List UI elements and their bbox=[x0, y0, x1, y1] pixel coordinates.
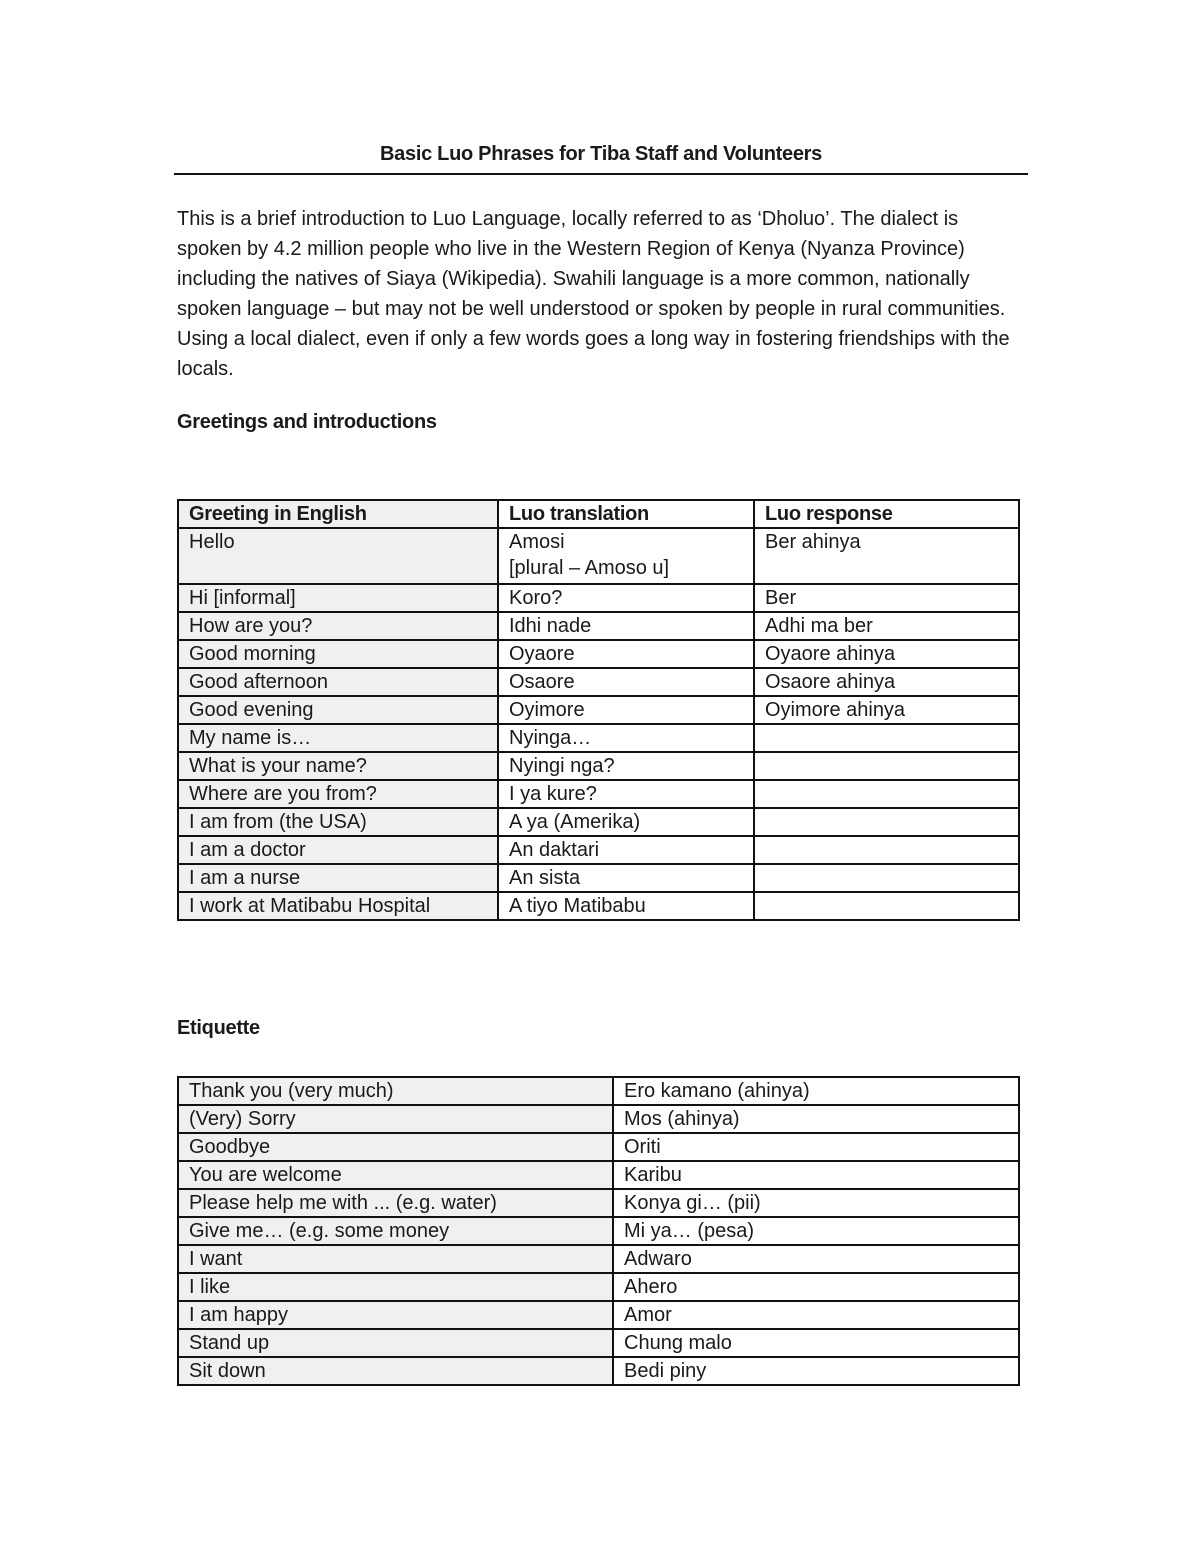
greeting-english-cell: I am from (the USA) bbox=[178, 808, 498, 836]
luo-response-cell bbox=[754, 808, 1019, 836]
luo-translation-text: Amosi bbox=[509, 531, 565, 553]
greeting-english-cell: How are you? bbox=[178, 612, 498, 640]
greeting-english-cell: Hello bbox=[178, 528, 498, 584]
greeting-english-cell: My name is… bbox=[178, 724, 498, 752]
etiquette-luo-cell: Konya gi… (pii) bbox=[613, 1189, 1019, 1217]
etiquette-luo-cell: Mos (ahinya) bbox=[613, 1105, 1019, 1133]
luo-response-cell bbox=[754, 836, 1019, 864]
luo-translation-cell bbox=[498, 640, 754, 668]
etiquette-english-cell: You are welcome bbox=[178, 1161, 613, 1189]
greeting-english-cell: Hi [informal] bbox=[178, 584, 498, 612]
etiquette-english-cell: (Very) Sorry bbox=[178, 1105, 613, 1133]
etiquette-english-cell: Give me… (e.g. some money bbox=[178, 1217, 613, 1245]
luo-response-cell bbox=[754, 780, 1019, 808]
luo-response-cell: Osaore ahinya bbox=[754, 668, 1019, 696]
table-row bbox=[178, 612, 1019, 640]
table-row bbox=[178, 1301, 1019, 1329]
table-row bbox=[178, 724, 1019, 752]
etiquette-luo-cell: Ero kamano (ahinya) bbox=[613, 1077, 1019, 1105]
table-row bbox=[178, 1357, 1019, 1385]
luo-response-cell bbox=[754, 752, 1019, 780]
table-row bbox=[178, 1217, 1019, 1245]
table-row bbox=[178, 780, 1019, 808]
etiquette-luo-cell: Ahero bbox=[613, 1273, 1019, 1301]
greeting-english-cell: What is your name? bbox=[178, 752, 498, 780]
luo-translation-text: A ya (Amerika) bbox=[509, 811, 641, 833]
greeting-english-cell: I am a nurse bbox=[178, 864, 498, 892]
etiquette-english-cell: I like bbox=[178, 1273, 613, 1301]
table-row bbox=[178, 1161, 1019, 1189]
luo-translation-cell bbox=[498, 724, 754, 752]
luo-translation-cell bbox=[498, 836, 754, 864]
table-row bbox=[178, 1077, 1019, 1105]
table-row bbox=[178, 808, 1019, 836]
luo-response-cell: Ber bbox=[754, 584, 1019, 612]
luo-translation-cell bbox=[498, 668, 754, 696]
luo-translation-cell bbox=[498, 584, 754, 612]
etiquette-english-cell: Stand up bbox=[178, 1329, 613, 1357]
etiquette-english-cell: Sit down bbox=[178, 1357, 613, 1385]
etiquette-heading: Etiquette bbox=[177, 1017, 260, 1039]
table-row bbox=[178, 1273, 1019, 1301]
title-divider bbox=[174, 173, 1028, 175]
luo-translation-text: A tiyo Matibabu bbox=[509, 895, 646, 917]
luo-response-cell: Adhi ma ber bbox=[754, 612, 1019, 640]
luo-response-cell bbox=[754, 864, 1019, 892]
table-row bbox=[178, 668, 1019, 696]
luo-translation-note: [plural – Amoso u] bbox=[509, 557, 670, 579]
luo-translation-cell bbox=[498, 780, 754, 808]
etiquette-luo-cell: Oriti bbox=[613, 1133, 1019, 1161]
table-row bbox=[178, 752, 1019, 780]
luo-translation-cell bbox=[498, 528, 754, 584]
luo-response-cell: Oyimore ahinya bbox=[754, 696, 1019, 724]
greeting-english-cell: Good morning bbox=[178, 640, 498, 668]
etiquette-english-cell: Please help me with ... (e.g. water) bbox=[178, 1189, 613, 1217]
greeting-english-cell: Good afternoon bbox=[178, 668, 498, 696]
luo-translation-cell bbox=[498, 892, 754, 920]
greeting-english-cell: Where are you from? bbox=[178, 780, 498, 808]
table-row bbox=[178, 584, 1019, 612]
table-row bbox=[178, 1189, 1019, 1217]
luo-translation-text: Idhi nade bbox=[509, 615, 592, 637]
table-row bbox=[178, 528, 1019, 584]
luo-translation-text: Osaore bbox=[509, 671, 575, 693]
header-luo-translation: Luo translation bbox=[498, 500, 754, 528]
etiquette-luo-cell: Mi ya… (pesa) bbox=[613, 1217, 1019, 1245]
table-row bbox=[178, 1133, 1019, 1161]
etiquette-english-cell: I want bbox=[178, 1245, 613, 1273]
greetings-table bbox=[177, 499, 1020, 921]
luo-translation-cell bbox=[498, 864, 754, 892]
etiquette-english-cell: I am happy bbox=[178, 1301, 613, 1329]
etiquette-english-cell: Goodbye bbox=[178, 1133, 613, 1161]
header-luo-response: Luo response bbox=[754, 500, 1019, 528]
luo-translation-text: Nyingi nga? bbox=[509, 755, 615, 777]
luo-translation-text: Oyaore bbox=[509, 643, 575, 665]
luo-response-cell bbox=[754, 724, 1019, 752]
etiquette-luo-cell: Adwaro bbox=[613, 1245, 1019, 1273]
table-row bbox=[178, 864, 1019, 892]
etiquette-luo-cell: Chung malo bbox=[613, 1329, 1019, 1357]
luo-response-cell bbox=[754, 892, 1019, 920]
etiquette-luo-cell: Bedi piny bbox=[613, 1357, 1019, 1385]
greetings-header-row bbox=[178, 500, 1019, 528]
table-row bbox=[178, 836, 1019, 864]
etiquette-table bbox=[177, 1076, 1020, 1386]
table-row bbox=[178, 892, 1019, 920]
greetings-heading: Greetings and introductions bbox=[177, 411, 437, 433]
etiquette-luo-cell: Amor bbox=[613, 1301, 1019, 1329]
table-row bbox=[178, 1245, 1019, 1273]
table-row bbox=[178, 1105, 1019, 1133]
intro-paragraph: This is a brief introduction to Luo Language, locally referred to as ‘Dholuo’. The dialect is spoken by 4.2 million people who live in the Western Region of Kenya (Nyanza Province) including the natives of Siaya (Wikipedia). Swahili language is a more common, nationally spoken language – but may not be well understood or spoken by people in rural communities. Using a local dialect, even if only a few words goes a long way in fostering friendships with the locals. bbox=[177, 208, 1010, 380]
etiquette-english-cell: Thank you (very much) bbox=[178, 1077, 613, 1105]
luo-translation-text: Oyimore bbox=[509, 699, 585, 721]
luo-translation-cell bbox=[498, 696, 754, 724]
luo-translation-cell bbox=[498, 752, 754, 780]
luo-translation-text: I ya kure? bbox=[509, 783, 597, 805]
table-row bbox=[178, 640, 1019, 668]
greeting-english-cell: Good evening bbox=[178, 696, 498, 724]
luo-response-cell: Oyaore ahinya bbox=[754, 640, 1019, 668]
document-title: Basic Luo Phrases for Tiba Staff and Volunteers bbox=[380, 143, 822, 165]
luo-translation-text: An daktari bbox=[509, 839, 600, 861]
greeting-english-cell: I work at Matibabu Hospital bbox=[178, 892, 498, 920]
table-row bbox=[178, 1329, 1019, 1357]
luo-translation-text: Koro? bbox=[509, 587, 563, 609]
luo-translation-text: An sista bbox=[509, 867, 581, 889]
luo-translation-cell bbox=[498, 612, 754, 640]
table-row bbox=[178, 696, 1019, 724]
luo-translation-text: Nyinga… bbox=[509, 727, 592, 749]
luo-response-cell: Ber ahinya bbox=[754, 528, 1019, 584]
luo-translation-cell bbox=[498, 808, 754, 836]
etiquette-luo-cell: Karibu bbox=[613, 1161, 1019, 1189]
greeting-english-cell: I am a doctor bbox=[178, 836, 498, 864]
header-greeting-english: Greeting in English bbox=[178, 500, 498, 528]
